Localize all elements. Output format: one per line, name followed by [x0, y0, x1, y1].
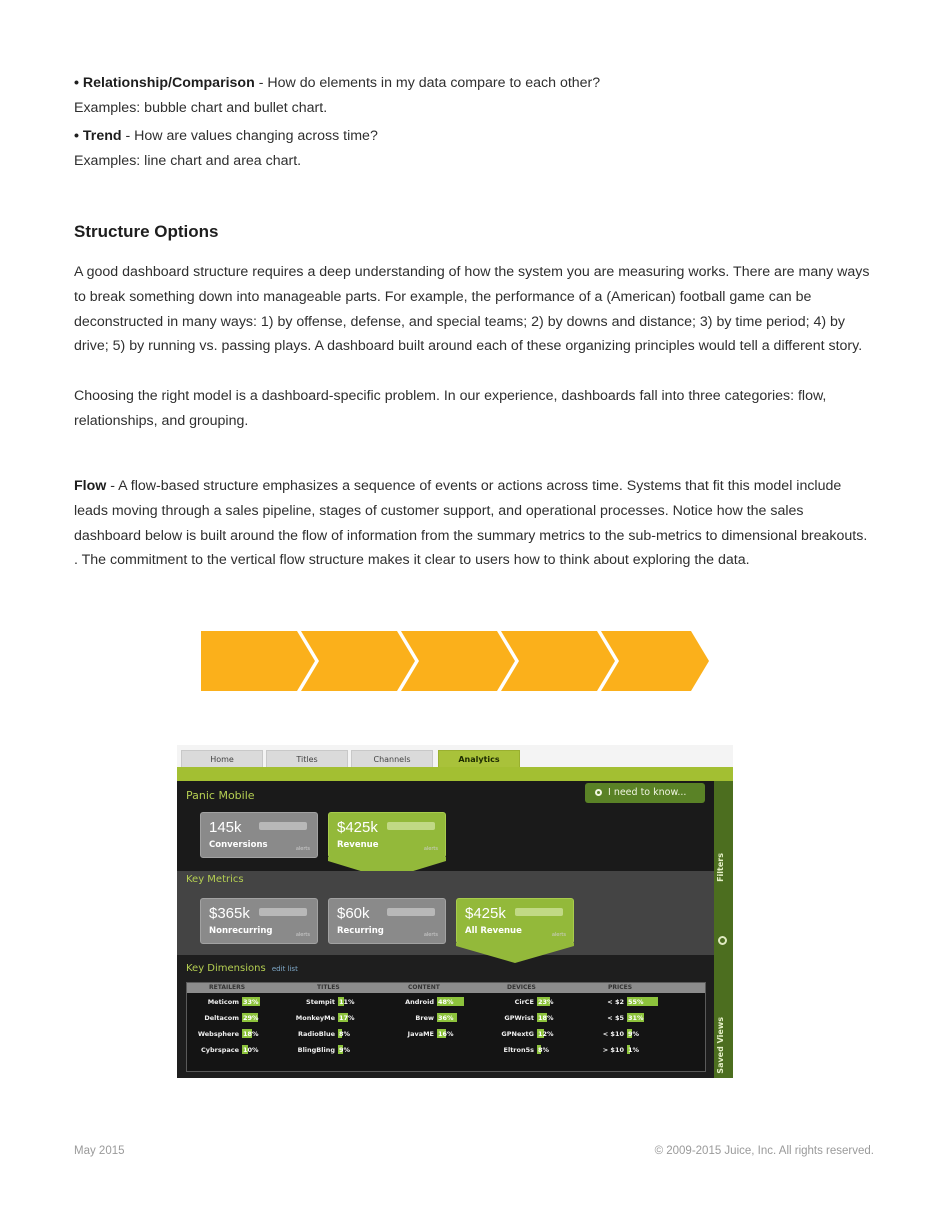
card-value: $425k: [337, 819, 378, 836]
dashboard-tabs: [177, 745, 733, 767]
table-cell-pct: 9%: [628, 1030, 640, 1038]
table-cell-pct: 36%: [438, 1014, 454, 1022]
panel-title: Key Dimensions edit list: [186, 963, 298, 974]
card-label: Conversions: [209, 840, 268, 850]
table-cell-name: CirCE: [514, 998, 534, 1006]
table-cell-name: > $10: [602, 1046, 624, 1054]
table-cell-name: Stempit: [306, 998, 335, 1006]
card-value: 145k: [209, 819, 242, 836]
footer-date: May 2015: [74, 1145, 125, 1157]
table-cell-name: BlingBling: [297, 1046, 335, 1054]
section-title: Structure Options: [74, 222, 219, 241]
table-cell-name: Eltron5s: [503, 1046, 534, 1054]
footer-copyright: © 2009-2015 Juice, Inc. All rights reserved.: [654, 1145, 874, 1157]
tab-titles[interactable]: Titles: [266, 750, 348, 767]
bullet-relationship: [74, 71, 600, 95]
dashboard-screenshot: [177, 745, 733, 1078]
bullet-desc: - How do elements in my data compare to each other?: [254, 75, 601, 91]
paragraph-flow: [74, 474, 874, 573]
dashboard-header-bar: [177, 767, 733, 781]
table-cell-pct: 17%: [339, 1014, 355, 1022]
table-cell-name: Cybrspace: [200, 1046, 239, 1054]
flow-arrow: [301, 631, 415, 691]
metric-card-revenue[interactable]: [328, 812, 446, 858]
table-cell-name: GPWrist: [504, 1014, 534, 1022]
card-value: $60k: [337, 905, 370, 922]
sparkline: [387, 908, 435, 916]
flow-arrow: [601, 631, 709, 691]
table-cell-name: < $5: [607, 1014, 624, 1022]
flow-arrow: [401, 631, 515, 691]
table-cell-pct: 16%: [438, 1030, 454, 1038]
edit-list-link[interactable]: edit list: [271, 965, 298, 973]
table-cell-name: JavaME: [407, 1030, 434, 1038]
flow-arrows-diagram: [201, 631, 711, 691]
flow-arrow: [501, 631, 615, 691]
card-label: Revenue: [337, 840, 379, 850]
table-cell-name: RadioBlue: [298, 1030, 335, 1038]
paragraph-model: Choosing the right model is a dashboard-specific problem. In our experience, dashboards fall into three categories: flow, relationships, and grouping.: [74, 388, 827, 429]
table-cell-pct: 11%: [339, 998, 355, 1006]
panel-title: Key Metrics: [186, 874, 244, 885]
bullet-term: • Trend: [74, 128, 122, 144]
side-gear-icon[interactable]: [718, 936, 727, 945]
table-cell-name: < $10: [602, 1030, 624, 1038]
table-cell-name: Deltacom: [204, 1014, 239, 1022]
tab-home[interactable]: Home: [181, 750, 263, 767]
metric-card-conversions[interactable]: [200, 812, 318, 858]
card-alerts: alerts: [423, 846, 438, 852]
table-cell-pct: 12%: [538, 1030, 554, 1038]
column-header: RETAILERS: [209, 984, 246, 991]
sparkline: [387, 822, 435, 830]
table-cell-name: Websphere: [197, 1030, 239, 1038]
flow-pointer: [456, 943, 574, 963]
flow-text: - A flow-based structure emphasizes a sequence of events or actions across time. Systems that fit this model include leads moving through a sales pipeline, stages of customer support, and operational processes. Notice how the sales dashboard below is built around the flow of information from the summary metrics to the sub-metrics to dimensional breakouts. . The commitment to the vertical flow structure makes it clear to users how to think about exploring the data.: [74, 478, 868, 569]
table-cell-pct: 31%: [628, 1014, 644, 1022]
table-cell-pct: 55%: [628, 998, 644, 1006]
metric-card-nonrecurring[interactable]: [200, 898, 318, 944]
card-value: $365k: [209, 905, 250, 922]
gear-icon: [595, 789, 602, 796]
tab-channels[interactable]: Channels: [351, 750, 433, 767]
card-label: Nonrecurring: [209, 926, 273, 936]
flow-arrow: [201, 631, 315, 691]
table-cell-pct: 8%: [339, 1030, 351, 1038]
sparkline: [259, 908, 307, 916]
table-cell-pct: 1%: [628, 1046, 640, 1054]
bullet-term: • Relationship/Comparison: [74, 75, 255, 91]
table-cell-name: GPNextG: [501, 1030, 534, 1038]
card-label: All Revenue: [465, 926, 522, 936]
card-value: $425k: [465, 905, 506, 922]
table-cell-name: Android: [405, 998, 434, 1006]
card-alerts: alerts: [295, 932, 310, 938]
table-cell-pct: 18%: [243, 1030, 259, 1038]
metric-card-all-revenue[interactable]: [456, 898, 574, 944]
table-cell-pct: 9%: [339, 1046, 351, 1054]
sparkline: [259, 822, 307, 830]
bullet-desc: - How are values changing across time?: [121, 128, 378, 144]
column-header: CONTENT: [408, 984, 440, 991]
table-cell-pct: 48%: [438, 998, 454, 1006]
side-filters-label[interactable]: Filters: [716, 853, 725, 882]
card-label: Recurring: [337, 926, 384, 936]
table-cell-pct: 23%: [538, 998, 554, 1006]
paragraph-structure: A good dashboard structure requires a deep understanding of how the system you are measuring works. There are many ways to break something down into manageable parts. For example, the performance of a (American) football game can be deconstructed in many ways: 1) by offense, defense, and special teams; 2) by downs and distance; 3) by time period; 4) by drive; 5) by running vs. passing plays. A dashboard built around each of these organizing principles would tell a different story.: [74, 264, 870, 355]
table-cell-name: Meticom: [207, 998, 239, 1006]
bullet-trend: [74, 124, 378, 148]
table-cell-pct: 29%: [243, 1014, 259, 1022]
table-cell-pct: 8%: [538, 1046, 550, 1054]
card-alerts: alerts: [551, 932, 566, 938]
column-header: PRICES: [608, 984, 633, 991]
column-header: DEVICES: [507, 984, 536, 991]
dimensions-table: [186, 982, 706, 1072]
table-cell-pct: 10%: [243, 1046, 259, 1054]
panel-title: Panic Mobile: [186, 789, 255, 802]
need-to-know-button[interactable]: I need to know...: [585, 783, 705, 803]
card-alerts: alerts: [295, 846, 310, 852]
bullet-examples: Examples: bubble chart and bullet chart.: [74, 100, 328, 116]
sparkline: [515, 908, 563, 916]
column-header: TITLES: [317, 984, 340, 991]
table-cell-name: MonkeyMe: [295, 1014, 335, 1022]
table-cell-pct: 18%: [538, 1014, 554, 1022]
card-alerts: alerts: [423, 932, 438, 938]
flow-term: Flow: [74, 478, 107, 494]
table-header: [187, 983, 705, 993]
table-cell-pct: 33%: [243, 998, 259, 1006]
side-saved-views-label[interactable]: Saved Views: [716, 1017, 725, 1074]
tab-analytics[interactable]: Analytics: [438, 750, 520, 767]
metric-card-recurring[interactable]: [328, 898, 446, 944]
table-cell-name: Brew: [415, 1014, 434, 1022]
bullet-examples: Examples: line chart and area chart.: [74, 153, 302, 169]
table-cell-name: < $2: [607, 998, 624, 1006]
